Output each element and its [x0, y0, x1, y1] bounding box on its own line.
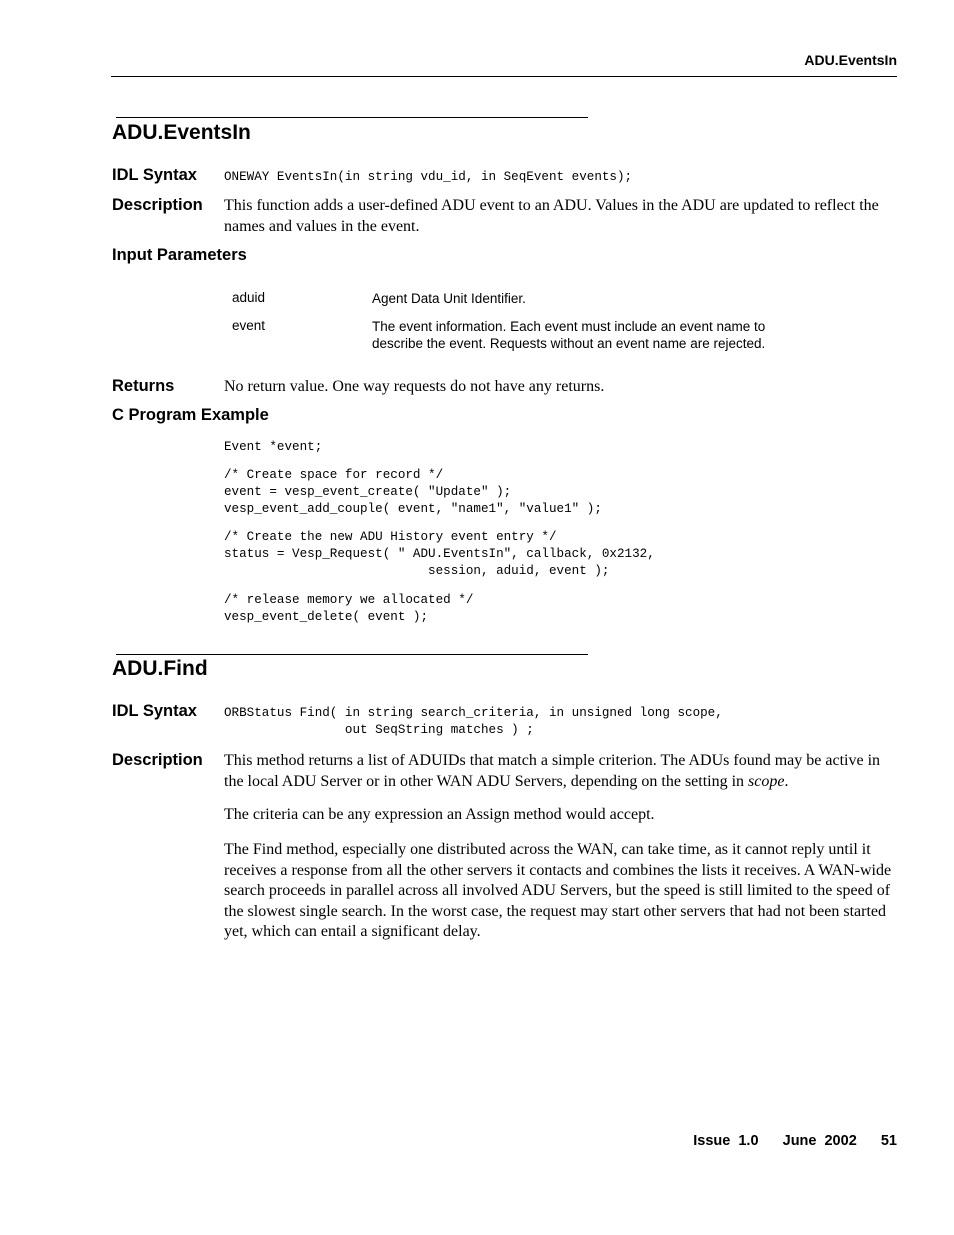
- returns-text: No return value. One way requests do not have any returns.: [224, 378, 605, 395]
- running-head: ADU.EventsIn: [804, 52, 897, 68]
- description-paragraph: The criteria can be any expression an Assign method would accept.: [224, 806, 655, 823]
- code-block: Event *event;: [224, 440, 323, 454]
- description-text-end: .: [784, 772, 789, 790]
- footer-issue: Issue 1.0: [693, 1133, 759, 1149]
- section-rule: [116, 654, 588, 655]
- idl-syntax-label: IDL Syntax: [112, 166, 197, 184]
- description-label: Description: [112, 751, 203, 769]
- section-rule: [116, 117, 588, 118]
- returns-label: Returns: [112, 377, 175, 395]
- header-rule: [111, 76, 897, 77]
- page-footer: [693, 1133, 897, 1149]
- description-paragraph: [224, 751, 896, 792]
- page-number: 51: [880, 1133, 897, 1149]
- scope-term: scope: [748, 772, 785, 790]
- description-text: This method returns a list of ADUIDs that match a simple criterion. The ADUs found may be active in the local ADU Server or in other WAN ADU Servers, depending on the setting in: [224, 752, 881, 790]
- section-title: ADU.Find: [112, 657, 208, 680]
- description-text: This function adds a user-defined ADU event to an ADU. Values in the ADU are updated to reflect the names and values in the event.: [224, 197, 879, 235]
- c-program-example-label: C Program Example: [112, 406, 269, 424]
- code-block: /* release memory we allocated */ vesp_event_delete( event );: [224, 593, 474, 624]
- param-name: event: [232, 318, 266, 333]
- param-description: The event information. Each event must include an event name to describe the event. Requests without an event name are rejected.: [372, 319, 766, 351]
- input-parameters-label: Input Parameters: [112, 246, 247, 264]
- idl-syntax-label: IDL Syntax: [112, 702, 197, 720]
- code-block: /* Create the new ADU History event entry */ status = Vesp_Request( " ADU.EventsIn", callback, 0x2132, session, aduid, event );: [224, 530, 655, 578]
- footer-date: June 2002: [782, 1133, 857, 1149]
- idl-syntax-code: ONEWAY EventsIn(in string vdu_id, in SeqEvent events);: [224, 170, 633, 184]
- description-label: Description: [112, 196, 203, 214]
- param-name: aduid: [232, 290, 266, 305]
- description-paragraph: The Find method, especially one distributed across the WAN, can take time, as it cannot reply until it receives a response from all the other servers it contacts and combines the lists it receives. A WAN-wide search proceeds in parallel across all involved ADU Servers, but the speed is still limited to the speed of the slowest single search. In the worst case, the request may start other servers that had not been started yet, which can entail a significant delay.: [224, 841, 892, 940]
- param-description: Agent Data Unit Identifier.: [372, 291, 526, 306]
- section-title: ADU.EventsIn: [112, 121, 251, 144]
- idl-syntax-code: ORBStatus Find( in string search_criteria, in unsigned long scope, out SeqString matches ) ;: [224, 706, 723, 737]
- code-block: /* Create space for record */ event = vesp_event_create( "Update" ); vesp_event_add_couple( event, "name1", "value1" );: [224, 468, 602, 516]
